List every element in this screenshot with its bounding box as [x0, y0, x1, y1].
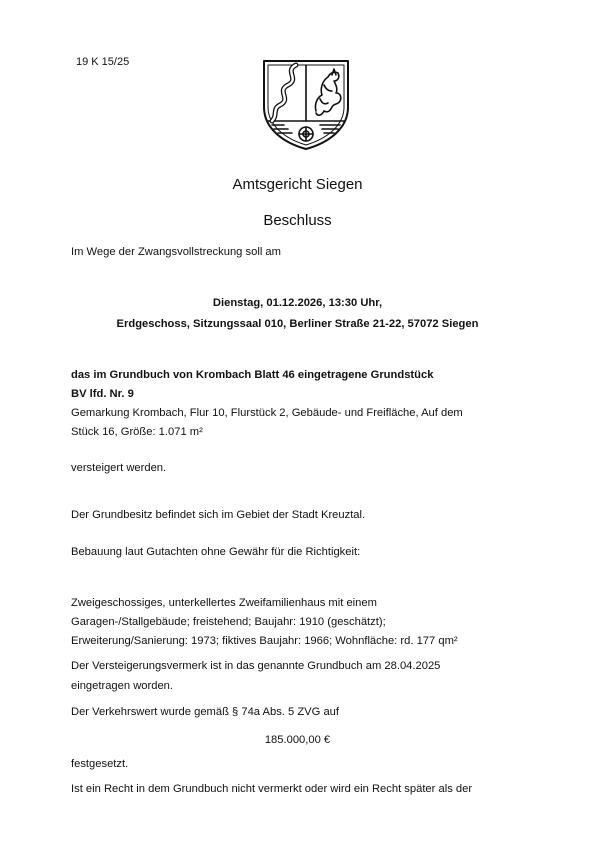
date-time: Dienstag, 01.12.2026, 13:30 Uhr, — [212, 297, 383, 309]
value-intro: Der Verkehrswert wurde gemäß § 74a Abs. 5 ZVG auf — [71, 706, 340, 718]
building-line-3: Erweiterung/Sanierung: 1973; fiktives Baujahr: 1966; Wohnfläche: rd. 177 qm² — [71, 635, 458, 647]
area-text: Der Grundbesitz befindet sich im Gebiet der Stadt Kreuztal. — [71, 509, 366, 521]
registration-line-1: Der Versteigerungsvermerk ist in das genannte Grundbuch am 28.04.2025 — [71, 660, 441, 672]
property-desc-2: Stück 16, Größe: 1.071 m² — [71, 426, 203, 438]
bv-number: BV lfd. Nr. 9 — [71, 388, 134, 400]
building-intro: Bebauung laut Gutachten ohne Gewähr für die Richtigkeit: — [71, 546, 361, 558]
document-title: Beschluss — [263, 212, 332, 229]
building-line-2: Garagen-/Stallgebäude; freistehend; Baujahr: 1910 (geschätzt); — [71, 616, 386, 628]
registration-line-2: eingetragen worden. — [71, 680, 174, 692]
file-number: 19 K 15/25 — [76, 56, 130, 68]
market-value: 185.000,00 € — [264, 734, 331, 746]
auction-text: versteigert werden. — [71, 462, 167, 474]
value-outro: festgesetzt. — [71, 758, 129, 770]
property-heading: das im Grundbuch von Krombach Blatt 46 eingetragene Grundstück — [71, 369, 434, 381]
location: Erdgeschoss, Sitzungssaal 010, Berliner Straße 21-22, 57072 Siegen — [116, 318, 479, 330]
court-name: Amtsgericht Siegen — [232, 176, 363, 193]
building-line-1: Zweigeschossiges, unterkellertes Zweifamilienhaus mit einem — [71, 597, 377, 609]
coat-of-arms-icon — [258, 55, 354, 151]
property-desc-1: Gemarkung Krombach, Flur 10, Flurstück 2, Gebäude- und Freifläche, Auf dem — [71, 407, 463, 419]
intro-text: Im Wege der Zwangsvollstreckung soll am — [71, 246, 281, 258]
last-line: Ist ein Recht in dem Grundbuch nicht vermerkt oder wird ein Recht später als der — [71, 783, 473, 795]
